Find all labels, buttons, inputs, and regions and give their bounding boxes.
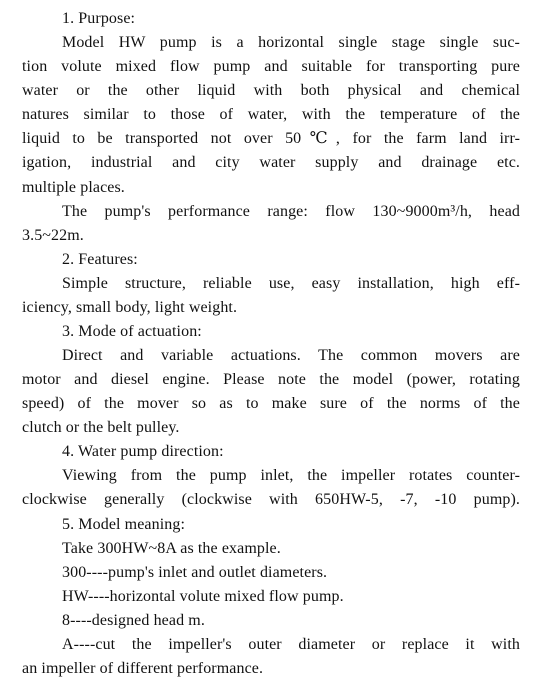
- model-example-line: Take 300HW~8A as the example.: [62, 540, 281, 557]
- paragraph-line: speed) of the mover so as to make sure of the norms of the: [22, 395, 520, 412]
- heading-model-meaning: 5. Model meaning:: [62, 516, 186, 533]
- performance-line: 3.5~22m.: [22, 227, 84, 244]
- paragraph-line: Simple structure, reliable use, easy installation, high eff-: [62, 275, 520, 292]
- paragraph-line: igation, industrial and city water supply and drainage etc.: [22, 154, 520, 171]
- heading-features: 2. Features:: [62, 251, 138, 268]
- paragraph-line: tion volute mixed flow pump and suitable for transporting pure: [22, 58, 520, 75]
- model-definition-line: 8----designed head m.: [62, 612, 205, 629]
- paragraph-line: liquid to be transported not over 50℃, for the farm land irr-: [22, 130, 520, 147]
- paragraph-line: clockwise generally (clockwise with 650HW-5, -7, -10 pump).: [22, 491, 520, 508]
- paragraph-line: Viewing from the pump inlet, the impeller rotates counter-: [62, 467, 520, 484]
- paragraph-line: water or the other liquid with both physical and chemical: [22, 82, 520, 99]
- model-definition-line: an impeller of different performance.: [22, 660, 264, 677]
- paragraph-line: multiple places.: [22, 179, 125, 196]
- heading-purpose: 1. Purpose:: [62, 10, 136, 27]
- model-definition-line: HW----horizontal volute mixed flow pump.: [62, 588, 344, 605]
- heading-water-pump-direction: 4. Water pump direction:: [62, 443, 224, 460]
- paragraph-line: clutch or the belt pulley.: [22, 419, 180, 436]
- heading-mode-of-actuation: 3. Mode of actuation:: [62, 323, 202, 340]
- model-definition-line: 300----pump's inlet and outlet diameters.: [62, 564, 328, 581]
- model-definition-line: A----cut the impeller's outer diameter or replace it with: [62, 636, 520, 653]
- paragraph-line: natures similar to those of water, with the temperature of the: [22, 106, 520, 123]
- paragraph-line: Model HW pump is a horizontal single stage single suc-: [62, 34, 520, 51]
- paragraph-line: motor and diesel engine. Please note the model (power, rotating: [22, 371, 520, 388]
- paragraph-line: iciency, small body, light weight.: [22, 299, 238, 316]
- performance-line: The pump's performance range: flow 130~9000m³/h, head: [62, 203, 520, 220]
- paragraph-line: Direct and variable actuations. The common movers are: [62, 347, 520, 364]
